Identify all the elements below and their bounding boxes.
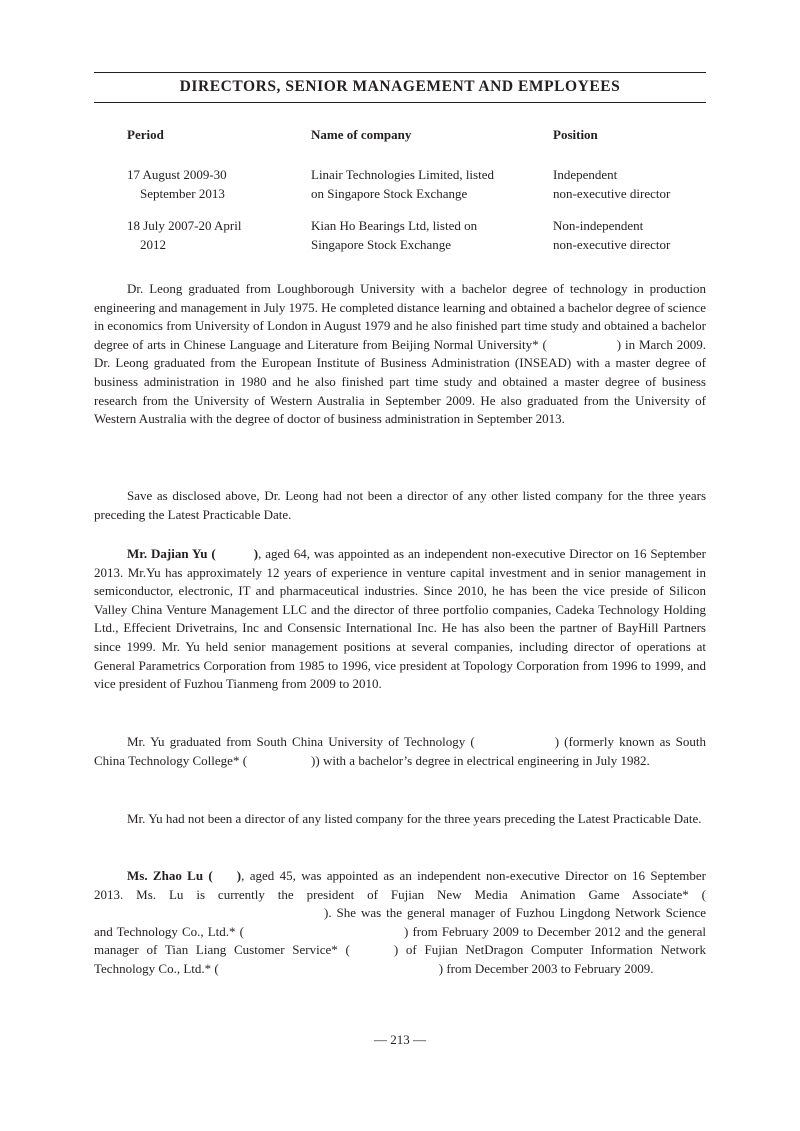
cell-position-line1: Independent xyxy=(553,167,618,182)
cell-position-line1: Non-independent xyxy=(553,218,644,233)
paragraph-yu-disclosure xyxy=(94,810,706,829)
paragraph-yu-bio xyxy=(94,545,706,694)
director-name-close: ) xyxy=(236,868,242,883)
page-title: DIRECTORS, SENIOR MANAGEMENT AND EMPLOYEES xyxy=(179,78,621,95)
table-cell-position xyxy=(553,216,670,254)
cell-period-line1: 17 August 2009-30 xyxy=(127,167,227,182)
cell-position-line2: non-executive director xyxy=(553,186,671,201)
column-header-company: Name of company xyxy=(311,127,412,142)
paragraph-text: Mr. Yu had not been a director of any listed company for the three years preceding the Latest Practicable Date. xyxy=(127,811,702,826)
paragraph-text: ) (formerly known as South China Technology College* ( xyxy=(94,734,707,768)
column-header-position: Position xyxy=(553,127,598,142)
table-cell-position xyxy=(553,165,670,203)
paragraph-text: ) of Fujian NetDragon Computer Information Network Technology Co., Ltd.* ( xyxy=(94,942,706,976)
cell-period-line2: 2012 xyxy=(140,237,166,252)
header-top-rule xyxy=(94,72,706,73)
cell-company-line1: Linair Technologies Limited, listed xyxy=(311,167,494,182)
cell-period-line2: September 2013 xyxy=(140,186,225,201)
paragraph-yu-education xyxy=(94,733,706,770)
paragraph-text: Dr. Leong graduated from Loughborough University with a bachelor degree of technology in production engineering and management in July 1975. He completed distance learning and obtained a bachelor degree of science in economics from University of London in August 1979 and he also finished part time study and obtained a bachelor degree of arts in Chinese Language and Literature from Beijing Normal University* ( xyxy=(94,281,706,352)
paragraph-text: , aged 45, was appointed as an independent non-executive Director on 16 September 2013. Ms. Lu is currently the president of Fujian New Media Animation Game Associate* ( xyxy=(94,868,706,902)
cell-company-line1: Kian Ho Bearings Ltd, listed on xyxy=(311,218,478,233)
page-number: — 213 — xyxy=(374,1032,426,1047)
paragraph-text: ) from February 2009 to December 2012 and the general manager of Tian Liang Customer Service* ( xyxy=(94,923,707,958)
paragraph-leong-disclosure xyxy=(94,487,706,524)
paragraph-text: ) in March 2009. Dr. Leong graduated from the European Institute of Business Administration (INSEAD) with a master degree of business administration in 1980 and he also finished part time study and obtained a master degree of business research from the University of Western Australia in September 2009. He also graduated from the University of Western Australia with the degree of doctor of business administration in September 2013. xyxy=(94,336,706,427)
table-cell-company xyxy=(311,216,477,254)
paragraph-text: , aged 64, was appointed as an independent non-executive Director on 16 September 2013. Mr.Yu has approximately 12 years of experience in venture capital investment and in senior management in semiconductor, electronic, IT and pharmaceutical industries. Since 2010, he has been the vice preside of Silicon Valley China Venture Management LLC and the director of three portfolio companies, Cadeka Technology Holding Ltd., Effecient Drivetrains, Inc and Consensic International Inc. He has also been the partner of BayHill Partners since 1999. Mr. Yu held senior management positions at several companies, including director of operations at General Parametrics Corporation from 1985 to 1996, vice president at Topology Corporation from 1996 to 1999, and vice president of Fuzhou Tianmeng from 2009 to 2010. xyxy=(94,546,706,692)
paragraph-text: ). She was the general manager of Fuzhou Lingdong Network Science and Technology Co., Ltd.* ( xyxy=(94,905,706,939)
cell-company-line2: on Singapore Stock Exchange xyxy=(311,186,468,201)
table-row xyxy=(127,165,227,203)
cell-position-line2: non-executive director xyxy=(553,237,671,252)
table-cell-company xyxy=(311,165,494,203)
director-name-lu: Ms. Zhao Lu ( xyxy=(127,868,213,883)
paragraph-text: Save as disclosed above, Dr. Leong had not been a director of any other listed company for the three years preceding the Latest Practicable Date. xyxy=(94,488,706,522)
cell-period-line1: 18 July 2007-20 April xyxy=(127,218,242,233)
cell-company-line2: Singapore Stock Exchange xyxy=(311,237,452,252)
column-header-period: Period xyxy=(127,127,164,142)
paragraph-text: )) with a bachelor’s degree in electrical engineering in July 1982. xyxy=(311,752,650,768)
table-row xyxy=(127,216,241,254)
header-bottom-rule xyxy=(94,102,706,103)
director-name-yu: Mr. Dajian Yu ( xyxy=(127,546,216,561)
paragraph-lu-bio xyxy=(94,867,706,979)
paragraph-leong-education xyxy=(94,280,706,429)
paragraph-text: Mr. Yu graduated from South China University of Technology ( xyxy=(127,734,475,749)
director-name-close: ) xyxy=(253,546,259,561)
paragraph-text: ) from December 2003 to February 2009. xyxy=(438,960,654,976)
